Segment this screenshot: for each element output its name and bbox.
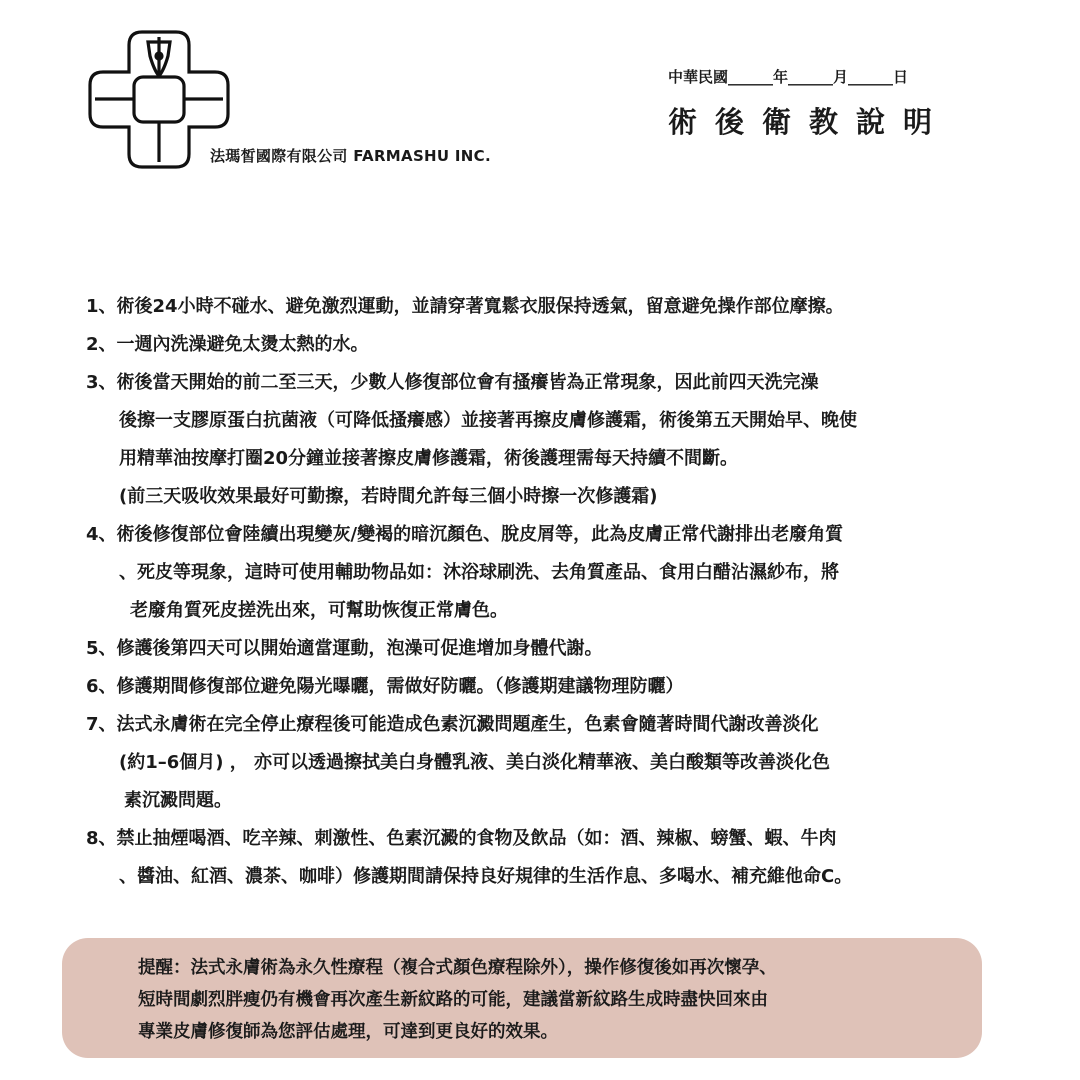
list-item-line: 1、術後24小時不碰水、避免激烈運動，並請穿著寬鬆衣服保持透氣，留意避免操作部位摩擦。: [86, 296, 844, 317]
list-item-line: 8、禁止抽煙喝酒、吃辛辣、刺激性、色素沉澱的食物及飲品（如：酒、辣椒、螃蟹、蝦、牛肉: [86, 828, 837, 849]
list-item-line: (約1–6個月) ， 亦可以透過擦拭美白身體乳液、美白淡化精華液、美白酸類等改善淡化色: [119, 752, 831, 773]
document-title: 術後衛教說明: [668, 105, 951, 139]
reminder-line: 提醒：法式永膚術為永久性療程（複合式顏色療程除外），操作修復後如再次懷孕、: [138, 958, 777, 978]
list-item: [86, 706, 1016, 820]
company-name: 法瑪皙國際有限公司 FARMASHU INC.: [210, 147, 491, 165]
list-item-line: 6、修護期間修復部位避免陽光曝曬，需做好防曬。（修護期建議物理防曬）: [86, 676, 684, 697]
list-item: [86, 516, 1016, 630]
list-item-line: 素沉澱問題。: [124, 790, 232, 811]
reminder-text: [138, 952, 777, 1048]
list-item-line: (前三天吸收效果最好可勤擦，若時間允許每三個小時擦一次修護霜): [119, 486, 658, 507]
list-item: [86, 820, 1016, 896]
list-item: [86, 668, 1016, 706]
list-item-line: 3、術後當天開始的前二至三天，少數人修復部位會有搔癢皆為正常現象，因此前四天洗完澡: [86, 372, 819, 393]
list-item-line: 老廢角質死皮搓洗出來，可幫助恢復正常膚色。: [130, 600, 508, 621]
date-field-line: 中華民國______年______月______日: [668, 68, 909, 86]
list-item: [86, 288, 1016, 326]
list-item-line: 4、術後修復部位會陸續出現變灰/變褐的暗沉顏色、脫皮屑等，此為皮膚正常代謝排出老廢角質: [86, 524, 844, 545]
list-item-line: 後擦一支膠原蛋白抗菌液（可降低搔癢感）並接著再擦皮膚修護霜，術後第五天開始早、晚使: [119, 410, 857, 431]
list-item-line: 2、一週內洗澡避免太燙太熱的水。: [86, 334, 369, 355]
list-item-line: 用精華油按摩打圈20分鐘並接著擦皮膚修護霜，術後護理需每天持續不間斷。: [119, 448, 739, 469]
list-item: [86, 326, 1016, 364]
reminder-line: 專業皮膚修復師為您評估處理，可達到更良好的效果。: [138, 1022, 558, 1042]
list-item-line: 、醬油、紅酒、濃茶、咖啡）修護期間請保持良好規律的生活作息、多喝水、補充維他命C。: [119, 866, 853, 887]
list-item: [86, 630, 1016, 668]
list-item-line: 5、修護後第四天可以開始適當運動，泡澡可促進增加身體代謝。: [86, 638, 603, 659]
list-item: [86, 364, 1016, 516]
list-item-line: 7、法式永膚術在完全停止療程後可能造成色素沉澱問題產生，色素會隨著時間代謝改善淡化: [86, 714, 819, 735]
reminder-box: [62, 938, 982, 1058]
care-instructions-list: [86, 288, 1016, 896]
list-item-line: 、死皮等現象，這時可使用輔助物品如：沐浴球刷洗、去角質產品、食用白醋沾濕紗布，將: [119, 562, 839, 583]
reminder-line: 短時間劇烈胖瘦仍有機會再次產生新紋路的可能，建議當新紋路生成時盡快回來由: [138, 990, 768, 1010]
